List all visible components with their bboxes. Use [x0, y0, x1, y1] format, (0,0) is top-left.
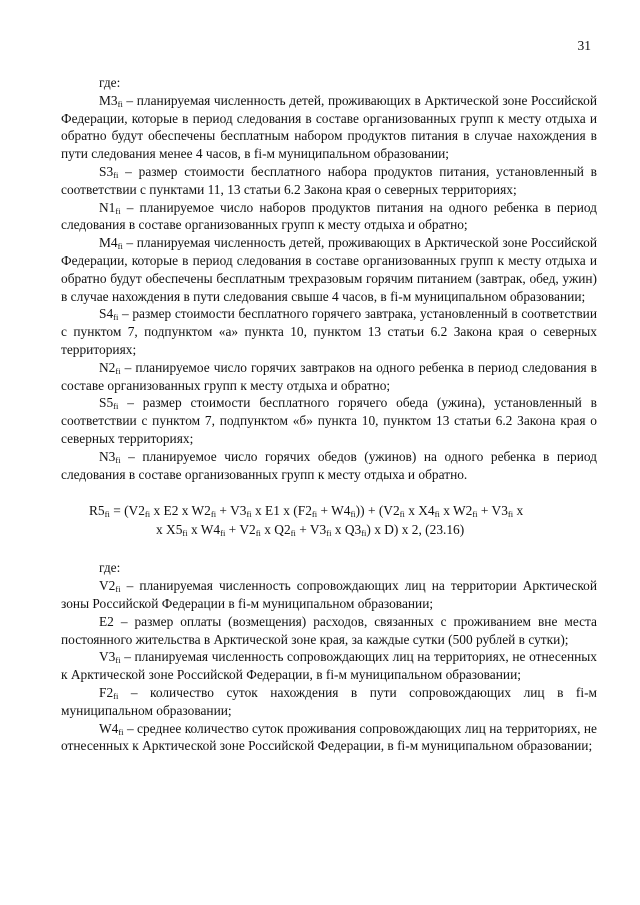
variable-subscript: fi [115, 365, 121, 376]
definition-paragraph [61, 577, 597, 613]
where-label: где: [99, 75, 121, 90]
variable-subscript: fi [115, 655, 121, 666]
definition-paragraph [61, 448, 597, 484]
definition-text: – планируемая численность сопровождающих лиц на территориях, не отнесенных к Арктической зоне Российской Федерации, в fi-м муниципальном образовании; [61, 649, 597, 683]
definition-paragraph [61, 684, 597, 720]
definition-text: – планируемая численность детей, проживающих в Арктической зоне Российской Федерации, которые в период следования в составе организованных групп к месту отдыха и обратно будут обеспечены бесплатным трехразовым горячим питанием (завтрак, обед, ужин) в случае нахождения в пути следования свыше 4 часов, в fi-м муниципальном образовании; [61, 235, 597, 304]
variable-symbol: S4 [99, 306, 114, 322]
formula-subscript: fi [399, 509, 405, 520]
formula-subscript: fi [350, 509, 356, 520]
formula-term: x E2 x W2 [150, 503, 211, 519]
variable-subscript: fi [117, 98, 123, 109]
page-number: 31 [577, 38, 591, 53]
formula-subscript: fi [434, 509, 440, 520]
definition-text: – количество суток нахождения в пути сопровождающих лиц в fi-м муниципальном образовании; [61, 684, 597, 718]
formula-subscript: fi [104, 509, 110, 520]
formula-subscript: fi [507, 509, 514, 520]
formula-term: x W2 [439, 503, 473, 519]
definition-text: – планируемое число горячих завтраков на одного ребенка в период следования в составе организованных групп к месту отдыха и обратно; [61, 359, 597, 393]
variable-symbol: V2 [99, 578, 116, 594]
formula-term: + W4 [317, 503, 351, 519]
formula-subscript: fi [255, 528, 261, 539]
definitions-list-1 [61, 92, 597, 484]
formula-term: )) + (V2 [355, 503, 400, 519]
formula-subscript: fi [220, 528, 226, 539]
definition-paragraph [61, 305, 597, 358]
formula-r5 [61, 501, 597, 539]
formula-subscript: fi [290, 528, 296, 539]
definition-paragraph [61, 199, 597, 235]
formula-term: ) x D) x 2, (23.16) [366, 522, 465, 538]
formula-term: + V2 [225, 522, 256, 538]
variable-symbol: W4 [99, 720, 119, 736]
definition-text: – размер стоимости бесплатного горячего завтрака, установленный в соответствии с пунктом 7, подпунктом «а» пункта 10, пунктом 13 статьи 6.2 Закона края о северных территориях; [61, 306, 597, 357]
definition-text: – среднее количество суток проживания сопровождающих лиц на территориях, не отнесенных к Арктической зоне Российской Федерации, в fi-м муниципальном образовании; [61, 720, 597, 754]
formula-term: + V3 [477, 503, 508, 519]
variable-symbol: M4 [99, 235, 118, 251]
formula-term: x X5 [156, 522, 183, 538]
formula-term: x E1 x (F2 [251, 503, 312, 519]
definition-text: – размер оплаты (возмещения) расходов, связанных с проживанием вне места постоянного жительства в Арктической зоне края, за каждые сутки (500 рублей в сутки); [61, 613, 597, 647]
formula-subscript: fi [311, 509, 318, 520]
formula-subscript: fi [472, 509, 478, 520]
definition-paragraph [61, 394, 597, 447]
variable-symbol: N2 [99, 359, 116, 375]
variable-symbol: N3 [99, 448, 116, 464]
document-body [61, 74, 597, 755]
variable-subscript: fi [117, 241, 123, 252]
definition-paragraph [61, 720, 597, 756]
formula-subscript: fi [144, 509, 151, 520]
formula-term: R5 [89, 503, 105, 519]
formula-term: x W4 [187, 522, 221, 538]
variable-subscript: fi [113, 169, 119, 180]
variable-subscript: fi [113, 690, 119, 701]
formula-subscript: fi [210, 509, 217, 520]
definition-paragraph [61, 359, 597, 395]
definition-paragraph [61, 234, 597, 305]
definition-text: – размер стоимости бесплатного горячего обеда (ужина), установленный в соответствии с пунктом 7, подпунктом «б» пункта 10, пунктом 13 статьи 6.2 Закона края о северных территориях; [61, 395, 597, 446]
variable-subscript: fi [115, 584, 121, 595]
definition-paragraph [61, 648, 597, 684]
formula-term: x Q2 [260, 522, 291, 538]
formula-term: = (V2 [109, 503, 145, 519]
formula-term: x Q3 [331, 522, 362, 538]
definitions-list-2 [61, 577, 597, 755]
formula-term: x [513, 503, 524, 519]
variable-subscript: fi [113, 401, 119, 412]
variable-symbol: M3 [99, 92, 118, 108]
formula-term: x X4 [404, 503, 435, 519]
variable-subscript: fi [115, 205, 121, 216]
variable-subscript: fi [115, 454, 121, 465]
formula-subscript: fi [246, 509, 252, 520]
variable-symbol: S5 [99, 395, 114, 411]
formula-line-2 [89, 520, 597, 539]
variable-subscript: fi [113, 312, 119, 323]
definition-text: – планируемая численность сопровождающих лиц на территории Арктической зоны Российской Федерации в fi-м муниципальном образовании; [61, 578, 597, 611]
where-label: где: [99, 560, 121, 576]
variable-symbol: V3 [99, 649, 116, 665]
variable-symbol: F2 [99, 684, 114, 700]
definition-paragraph [61, 613, 597, 649]
formula-line-1 [89, 503, 523, 518]
definition-text: – планируемое число наборов продуктов питания на одного ребенка в период следования в составе организованных групп к месту отдыха и обратно; [61, 199, 597, 233]
variable-symbol: S3 [99, 163, 114, 179]
definition-text: – планируемая численность детей, проживающих в Арктической зоне Российской Федерации, которые в период следования в составе организованных групп к месту отдыха и обратно будут обеспечены бесплатным набором продуктов питания в случае нахождения в пути следования менее 4 часов, в fi-м муниципальном образовании; [61, 92, 597, 162]
formula-subscript: fi [182, 528, 188, 539]
definition-paragraph [61, 92, 597, 163]
definition-text: – размер стоимости бесплатного набора продуктов питания, установленный в соответствии с пунктами 11, 13 статьи 6.2 Закона края о северных территориях; [61, 163, 597, 197]
formula-term: + V3 [295, 522, 327, 538]
formula-term: + V3 [216, 503, 247, 519]
variable-symbol: N1 [99, 199, 116, 215]
definition-paragraph [61, 163, 597, 199]
definition-text: – планируемое число горячих обедов (ужинов) на одного ребенка в период следования в составе организованных групп к месту отдыха и обратно. [61, 448, 597, 482]
formula-subscript: fi [326, 528, 332, 539]
variable-symbol: E2 [99, 613, 114, 629]
variable-subscript: fi [118, 726, 124, 737]
formula-subscript: fi [361, 528, 367, 539]
